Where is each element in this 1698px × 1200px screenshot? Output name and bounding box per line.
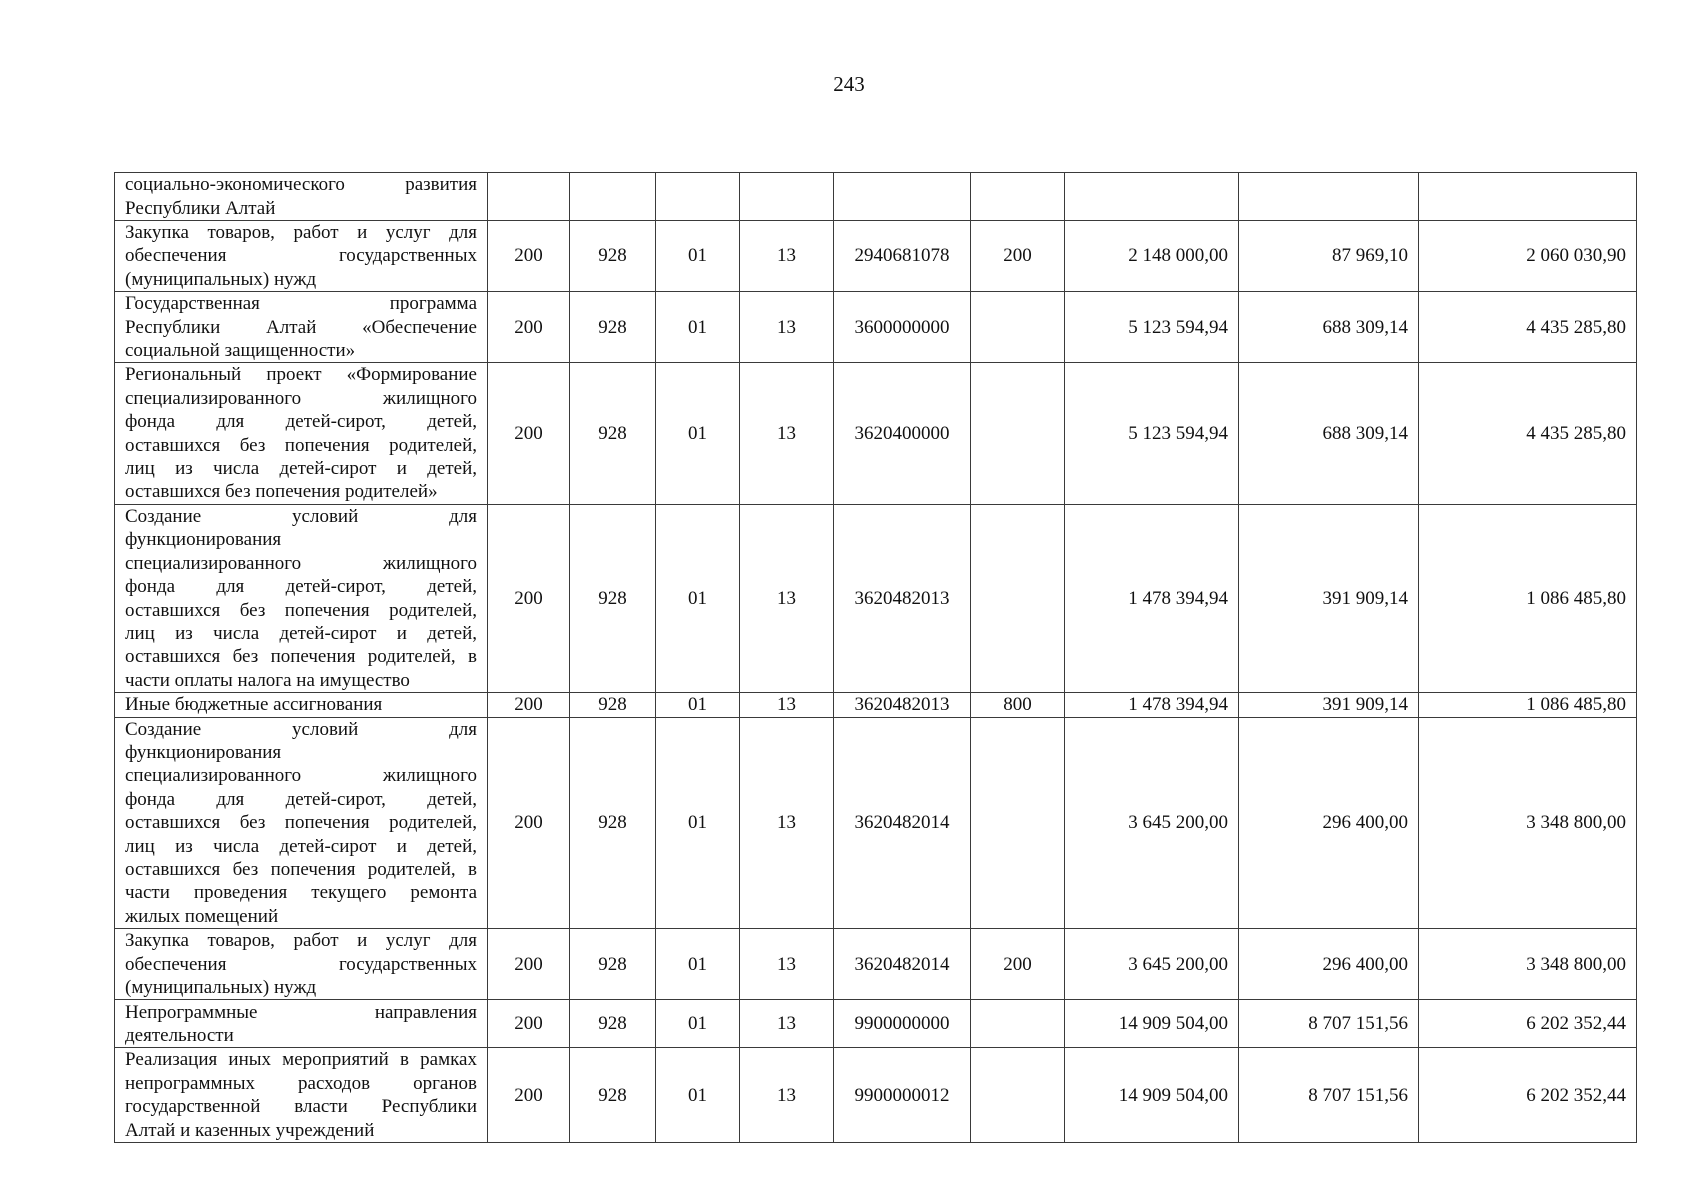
description-line: (муниципальных) нужд (125, 268, 317, 290)
expense-type-cell (971, 173, 1065, 221)
description-line: оставшихся без попечения родителей, (125, 599, 477, 621)
expense-type-cell (971, 1048, 1065, 1143)
description-line: Создание условий для (125, 505, 477, 527)
description-line: государственной власти Республики (125, 1096, 477, 1118)
subsection-cell: 13 (740, 221, 834, 292)
description-line: непрограммных расходов органов (125, 1072, 477, 1094)
chapter-cell: 01 (656, 1048, 740, 1143)
executed-amount-cell: 391 909,14 (1239, 693, 1419, 717)
expense-type-cell: 200 (971, 221, 1065, 292)
description-line: оставшихся без попечения родителей, (125, 812, 477, 834)
row-description (115, 1000, 488, 1048)
subsection-cell: 13 (740, 929, 834, 1000)
row-description (115, 292, 488, 363)
chapter-cell: 01 (656, 1000, 740, 1048)
description-line: лиц из числа детей-сирот и детей, (125, 458, 477, 480)
chapter-cell: 01 (656, 929, 740, 1000)
executed-amount-cell: 296 400,00 (1239, 717, 1419, 929)
section-cell: 200 (488, 717, 570, 929)
description-line: Создание условий для (125, 718, 477, 740)
row-description (115, 1048, 488, 1143)
description-line: части проведения текущего ремонта (125, 882, 477, 904)
executed-amount-cell: 296 400,00 (1239, 929, 1419, 1000)
table-row (115, 1000, 1637, 1048)
description-line: обеспечения государственных (125, 953, 477, 975)
subsection-cell: 13 (740, 292, 834, 363)
table-row (115, 221, 1637, 292)
target-article-cell: 2940681078 (834, 221, 971, 292)
description-line: оставшихся без попечения родителей» (125, 481, 438, 503)
executed-amount-cell: 8 707 151,56 (1239, 1000, 1419, 1048)
ministry-cell: 928 (570, 292, 656, 363)
target-article-cell: 9900000012 (834, 1048, 971, 1143)
description-line: Иные бюджетные ассигнования (125, 694, 383, 716)
ministry-cell: 928 (570, 929, 656, 1000)
description-line: функционирования (125, 741, 282, 763)
description-line: Республики Алтай (125, 197, 276, 219)
ministry-cell: 928 (570, 1000, 656, 1048)
executed-amount-cell: 8 707 151,56 (1239, 1048, 1419, 1143)
planned-amount-cell: 3 645 200,00 (1065, 717, 1239, 929)
section-cell: 200 (488, 1000, 570, 1048)
section-cell: 200 (488, 1048, 570, 1143)
planned-amount-cell: 14 909 504,00 (1065, 1000, 1239, 1048)
remaining-amount-cell: 1 086 485,80 (1419, 504, 1637, 692)
description-line: фонда для детей-сирот, детей, (125, 788, 477, 810)
description-line: оставшихся без попечения родителей, (125, 434, 477, 456)
description-line: лиц из числа детей-сирот и детей, (125, 622, 477, 644)
description-line: лиц из числа детей-сирот и детей, (125, 835, 477, 857)
expense-type-cell (971, 504, 1065, 692)
planned-amount-cell: 1 478 394,94 (1065, 504, 1239, 692)
description-line: специализированного жилищного (125, 765, 477, 787)
description-line: Закупка товаров, работ и услуг для (125, 930, 477, 952)
description-line: деятельности (125, 1024, 234, 1046)
section-cell: 200 (488, 292, 570, 363)
expense-type-cell (971, 1000, 1065, 1048)
target-article-cell: 9900000000 (834, 1000, 971, 1048)
planned-amount-cell: 14 909 504,00 (1065, 1048, 1239, 1143)
description-line: Региональный проект «Формирование (125, 364, 477, 386)
chapter-cell: 01 (656, 504, 740, 692)
chapter-cell: 01 (656, 221, 740, 292)
planned-amount-cell (1065, 173, 1239, 221)
target-article-cell: 3620482014 (834, 929, 971, 1000)
description-line: фонда для детей-сирот, детей, (125, 411, 477, 433)
row-description (115, 363, 488, 504)
table-row (115, 292, 1637, 363)
table-body (115, 173, 1637, 1143)
remaining-amount-cell: 1 086 485,80 (1419, 693, 1637, 717)
row-description (115, 173, 488, 221)
description-line: (муниципальных) нужд (125, 977, 317, 998)
section-cell: 200 (488, 693, 570, 717)
row-description (115, 221, 488, 292)
planned-amount-cell: 5 123 594,94 (1065, 292, 1239, 363)
subsection-cell (740, 173, 834, 221)
description-line: социально-экономического развития (125, 174, 477, 196)
table-row (115, 717, 1637, 929)
subsection-cell: 13 (740, 1000, 834, 1048)
row-description (115, 504, 488, 692)
remaining-amount-cell: 3 348 800,00 (1419, 929, 1637, 1000)
remaining-amount-cell: 6 202 352,44 (1419, 1048, 1637, 1143)
chapter-cell: 01 (656, 363, 740, 504)
remaining-amount-cell: 4 435 285,80 (1419, 363, 1637, 504)
planned-amount-cell: 5 123 594,94 (1065, 363, 1239, 504)
table-row (115, 363, 1637, 504)
row-description (115, 717, 488, 929)
description-line: Непрограммные направления (125, 1001, 477, 1023)
description-line: обеспечения государственных (125, 245, 477, 267)
planned-amount-cell: 2 148 000,00 (1065, 221, 1239, 292)
remaining-amount-cell: 3 348 800,00 (1419, 717, 1637, 929)
description-line: оставшихся без попечения родителей, в (125, 646, 477, 668)
target-article-cell: 3620482013 (834, 504, 971, 692)
subsection-cell: 13 (740, 717, 834, 929)
remaining-amount-cell: 6 202 352,44 (1419, 1000, 1637, 1048)
table-row (115, 504, 1637, 692)
ministry-cell: 928 (570, 504, 656, 692)
executed-amount-cell: 688 309,14 (1239, 363, 1419, 504)
expense-type-cell: 800 (971, 693, 1065, 717)
table-row (115, 693, 1637, 717)
description-line: социальной защищенности» (125, 340, 356, 362)
remaining-amount-cell: 4 435 285,80 (1419, 292, 1637, 363)
ministry-cell: 928 (570, 221, 656, 292)
page-number: 243 (833, 72, 865, 96)
table-row (115, 1048, 1637, 1143)
subsection-cell: 13 (740, 504, 834, 692)
description-line: жилых помещений (125, 905, 279, 927)
target-article-cell: 3620482013 (834, 693, 971, 717)
section-cell: 200 (488, 221, 570, 292)
description-line: Государственная программа (125, 293, 477, 315)
row-description (115, 929, 488, 1000)
description-line: фонда для детей-сирот, детей, (125, 576, 477, 598)
planned-amount-cell: 3 645 200,00 (1065, 929, 1239, 1000)
ministry-cell: 928 (570, 1048, 656, 1143)
executed-amount-cell (1239, 173, 1419, 221)
remaining-amount-cell: 2 060 030,90 (1419, 221, 1637, 292)
chapter-cell: 01 (656, 717, 740, 929)
section-cell: 200 (488, 929, 570, 1000)
executed-amount-cell: 688 309,14 (1239, 292, 1419, 363)
description-line: Реализация иных мероприятий в рамках (125, 1049, 477, 1071)
expense-type-cell (971, 292, 1065, 363)
description-line: специализированного жилищного (125, 387, 477, 409)
description-line: Закупка товаров, работ и услуг для (125, 222, 477, 243)
subsection-cell: 13 (740, 1048, 834, 1143)
ministry-cell: 928 (570, 363, 656, 504)
target-article-cell (834, 173, 971, 221)
description-line: оставшихся без попечения родителей, в (125, 858, 477, 880)
expense-type-cell (971, 717, 1065, 929)
planned-amount-cell: 1 478 394,94 (1065, 693, 1239, 717)
target-article-cell: 3620400000 (834, 363, 971, 504)
description-line: Алтай и казенных учреждений (125, 1119, 375, 1141)
description-line: функционирования (125, 529, 282, 551)
remaining-amount-cell (1419, 173, 1637, 221)
executed-amount-cell: 391 909,14 (1239, 504, 1419, 692)
target-article-cell: 3620482014 (834, 717, 971, 929)
executed-amount-cell: 87 969,10 (1239, 221, 1419, 292)
section-cell (488, 173, 570, 221)
section-cell: 200 (488, 363, 570, 504)
subsection-cell: 13 (740, 363, 834, 504)
chapter-cell: 01 (656, 693, 740, 717)
description-line: Республики Алтай «Обеспечение (125, 316, 477, 338)
expense-type-cell: 200 (971, 929, 1065, 1000)
description-line: специализированного жилищного (125, 552, 477, 574)
expense-type-cell (971, 363, 1065, 504)
subsection-cell: 13 (740, 693, 834, 717)
ministry-cell: 928 (570, 693, 656, 717)
chapter-cell: 01 (656, 292, 740, 363)
row-description (115, 693, 488, 717)
chapter-cell (656, 173, 740, 221)
budget-table (114, 172, 1637, 1143)
table-row (115, 173, 1637, 221)
ministry-cell (570, 173, 656, 221)
ministry-cell: 928 (570, 717, 656, 929)
target-article-cell: 3600000000 (834, 292, 971, 363)
table-row (115, 929, 1637, 1000)
section-cell: 200 (488, 504, 570, 692)
description-line: части оплаты налога на имущество (125, 669, 410, 691)
